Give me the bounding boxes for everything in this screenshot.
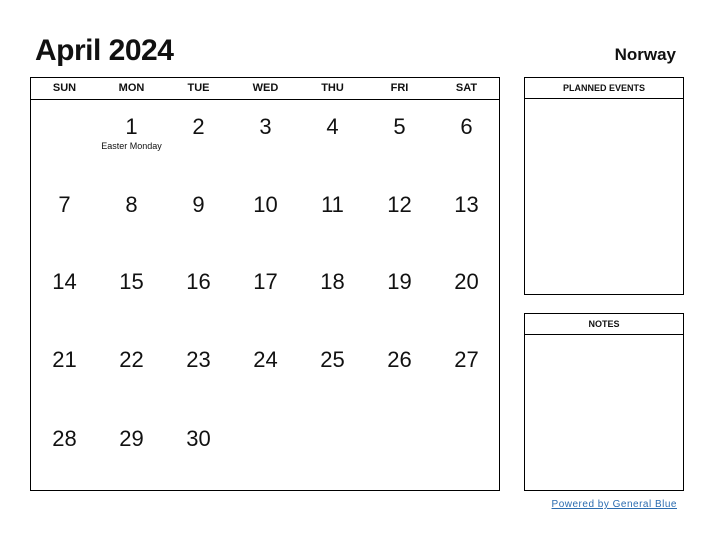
day-number: 6 [460,114,473,139]
weekday-header: SUN [52,82,77,94]
weekday-header: TUE [187,82,210,94]
day-cell [433,333,500,411]
weekday-header-row [31,78,499,100]
day-number: 15 [119,269,144,294]
day-cell [31,100,98,178]
day-cell [31,333,98,411]
day-cell [98,255,165,333]
day-number: 26 [387,347,412,372]
day-number: 25 [320,347,345,372]
day-number: 11 [321,192,344,217]
day-number: 18 [320,269,345,294]
day-cell [31,178,98,256]
day-number: 12 [387,192,412,217]
day-number: 2 [192,114,205,139]
day-cell [433,412,500,490]
day-number [299,412,366,426]
day-number: 30 [186,426,211,451]
day-number: 27 [454,347,479,372]
day-cell [366,333,433,411]
day-cell [165,333,232,411]
day-number [232,412,299,426]
day-number [31,100,98,114]
day-cell [165,412,232,490]
day-cell [299,333,366,411]
day-cell [232,412,299,490]
day-cell [433,178,500,256]
day-number: 14 [52,269,77,294]
day-cell [433,100,500,178]
day-cell [98,100,165,178]
day-number: 9 [192,192,205,217]
day-cell [366,178,433,256]
day-cell [232,178,299,256]
day-cell [165,255,232,333]
day-number: 7 [58,192,71,217]
day-cell [98,412,165,490]
weekday-header: THU [321,82,344,94]
day-cell [299,178,366,256]
day-cell [165,100,232,178]
day-number: 19 [387,269,412,294]
day-cell [31,255,98,333]
day-cell [98,178,165,256]
weekday-header: FRI [390,82,409,94]
day-number: 16 [186,269,211,294]
day-number: 23 [186,347,211,372]
holiday-label: Easter Monday [101,141,162,151]
day-number [433,412,500,426]
weekday-header: MON [118,82,145,94]
day-cell [433,255,500,333]
day-number: 3 [259,114,272,139]
calendar-grid [30,77,500,491]
day-number: 5 [393,114,406,139]
day-number: 22 [119,347,144,372]
day-cell [366,412,433,490]
day-number: 29 [119,426,144,451]
day-cell [299,412,366,490]
day-number: 24 [253,347,278,372]
weekday-header: WED [252,82,279,94]
day-number: 28 [52,426,77,451]
day-number: 1 [125,114,138,139]
day-cell [232,255,299,333]
day-number: 4 [326,114,339,139]
day-cell [366,100,433,178]
day-cell [31,412,98,490]
day-number: 8 [125,192,138,217]
day-number: 13 [454,192,479,217]
day-cell [299,100,366,178]
planned-events-heading: PLANNED EVENTS [525,78,683,99]
day-number: 20 [454,269,479,294]
country-label: Norway [614,45,676,64]
day-cell [165,178,232,256]
day-cell [299,255,366,333]
day-number [366,412,433,426]
day-number: 21 [52,347,77,372]
weekday-header: SAT [455,82,478,94]
day-number: 17 [253,269,278,294]
day-cell [366,255,433,333]
calendar-title: April 2024 [35,34,174,67]
day-cell [232,100,299,178]
day-cell [232,333,299,411]
day-cell [98,333,165,411]
notes-heading: NOTES [525,314,683,335]
planned-events-box[interactable] [524,77,684,295]
powered-by-link[interactable]: Powered by General Blue [551,499,677,510]
notes-box[interactable] [524,313,684,491]
day-number: 10 [253,192,278,217]
